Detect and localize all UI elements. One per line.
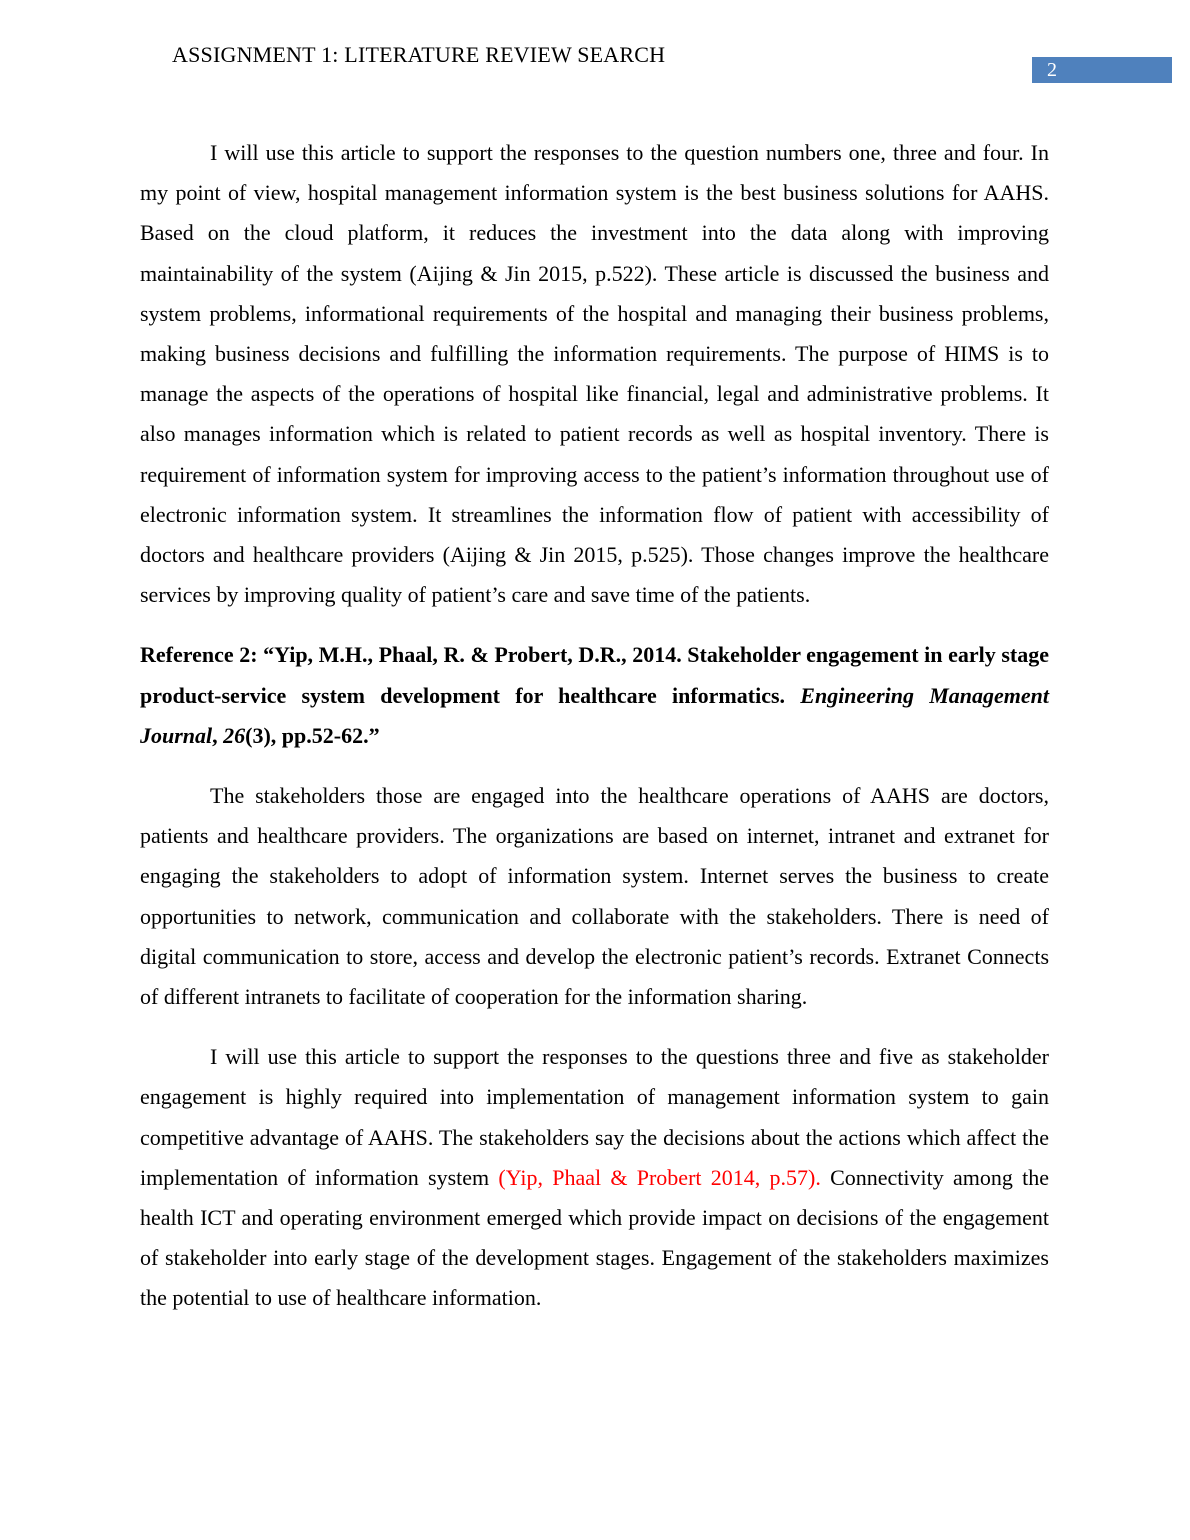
- paragraph-article-usage: I will use this article to support the responses to the question numbers one, three and four. In my point of view, hospital management information system is the best business solutions for AAHS. Based on the cloud platform, it reduces the investment into the data along with improving maintainability of the system (Aijing & Jin 2015, p.522). These article is discussed the business and system problems, informational requirements of the hospital and managing their business problems, making business decisions and fulfilling the information requirements. The purpose of HIMS is to manage the aspects of the operations of hospital like financial, legal and administrative problems. It also manages information which is related to patient records as well as hospital inventory. There is requirement of information system for improving access to the patient’s information throughout use of electronic information system. It streamlines the information flow of patient with accessibility of doctors and healthcare providers (Aijing & Jin 2015, p.525). Those changes improve the healthcare services by improving quality of patient’s care and save time of the patients.: [140, 140, 1049, 608]
- page-number: 2: [1032, 57, 1172, 83]
- paragraph-article-usage-2: [140, 1037, 1049, 1318]
- inline-citation: (Yip, Phaal & Probert 2014, p.57).: [498, 1164, 821, 1190]
- reference-2-issue-pages: (3), pp.52-62.”: [245, 722, 380, 748]
- reference-2-heading: [140, 635, 1049, 756]
- reference-2-main: Reference 2: “Yip, M.H., Phaal, R. & Probert, D.R., 2014. Stakeholder engagement in early stage product-service system development for healthcare informatics.: [140, 642, 1049, 708]
- reference-2-volume: 26: [223, 722, 246, 748]
- paragraph-text-before-citation: I will use this article to support the responses to the questions three and five as stakeholder engagement is highly required into implementation of management information system to gain competitive advantage of AAHS. The stakeholders say the decisions about the actions which affect the implementation of information system: [140, 1044, 1049, 1190]
- paragraph-stakeholders: The stakeholders those are engaged into the healthcare operations of AAHS are doctors, patients and healthcare providers. The organizations are based on internet, intranet and extranet for engaging the stakeholders to adopt of information system. Internet serves the business to create opportunities to network, communication and collaborate with the stakeholders. There is need of digital communication to store, access and develop the electronic patient’s records. Extranet Connects of different intranets to facilitate of cooperation for the information sharing.: [140, 783, 1049, 1010]
- reference-2-comma: ,: [212, 722, 218, 748]
- running-header-title: ASSIGNMENT 1: LITERATURE REVIEW SEARCH: [172, 42, 666, 67]
- paragraph-text-after-citation: Connectivity among the health ICT and operating environment emerged which provide impact on decisions of the engagement of stakeholder into early stage of the development stages. Engagement of the stakeholders maximizes the potential to use of healthcare information.: [140, 1164, 1049, 1311]
- reference-2-journal: Engineering Management Journal: [140, 682, 1050, 748]
- document-body: [140, 133, 1049, 1319]
